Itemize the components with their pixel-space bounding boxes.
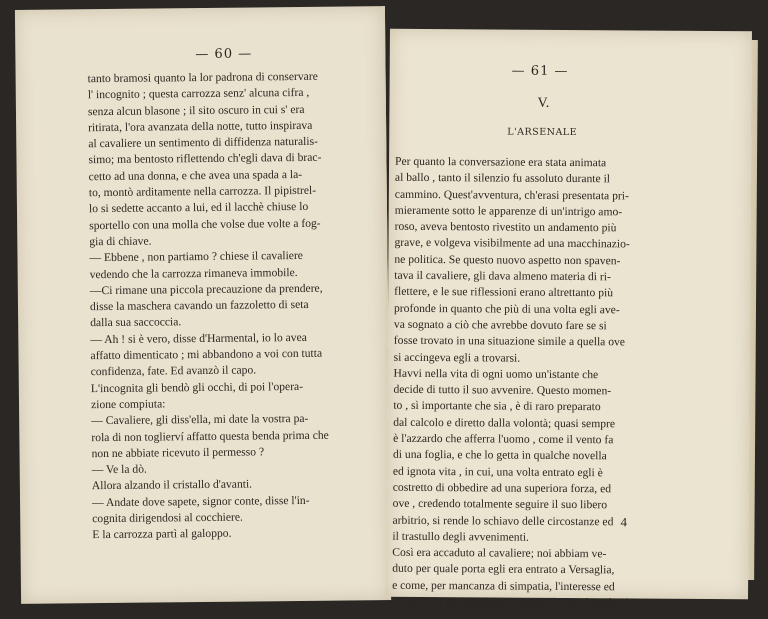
text-line: lo si sedette accanto a lui, ed il lacchè chiuse lo (88, 200, 309, 216)
left-page-text (88, 68, 383, 544)
text-line: — Ve la dò. (91, 462, 147, 477)
text-line: mieramente sotto le apparenze di un'intrigo amo- (394, 203, 623, 219)
text-line: flettere, e le sue riflessioni erano altrettanto più (394, 285, 614, 300)
text-line: è l'azzardo che afferra l'uomo , come il vento fa (393, 431, 614, 447)
text-line: — Andate dove sapete, signor conte, disse l'in- (91, 493, 310, 509)
text-line: vedendo che la carrozza rimaneva immobile. (89, 265, 298, 281)
text-line: — Ah ! si è vero, disse d'Harmental, io lo avea (90, 330, 307, 346)
text-line: tava il cavaliere, gli dava almeno materia di ri- (394, 268, 611, 284)
text-line: roso, aveva bentosto rivestito un andamento più (394, 219, 617, 235)
text-line: simo; ma bentosto riflettendo ch'egli dava di brac- (88, 151, 322, 167)
right-page (386, 29, 752, 610)
left-page (15, 6, 391, 604)
text-line: duto per quale porta egli era entrato a Versaglia, (392, 562, 615, 577)
text-line: Havvi nella vita di ogni uomo un'istante che (393, 366, 599, 382)
text-line: tanto bramosi quanto la lor padrona di conservare (87, 69, 318, 86)
text-line: cammino. Quest'avventura, ch'erasi presentata pri- (394, 187, 629, 203)
page-number: — 60 — (195, 46, 253, 63)
text-line: to , sì importante che sia , è di raro preparato (393, 399, 601, 414)
text-line: Così era accaduto al cavaliere; noi abbiam ve- (392, 545, 607, 561)
text-line: Per quanto la conversazione era stata animata (395, 154, 607, 170)
text-line: il trastullo degli avvenimenti. (392, 529, 530, 544)
text-line: e come, per mancanza di simpatia, l'interesse ed (392, 578, 615, 594)
text-line: zione compiuta: (90, 397, 166, 412)
text-line: si accingeva egli a trovarsi. (393, 350, 521, 365)
text-line: senza alcun blasone ; il sito oscuro in cui s' era (87, 102, 305, 118)
text-line: confidenza, fate. Ed avanzò il capo. (90, 363, 257, 379)
page-number: — 61 — (511, 63, 569, 79)
text-line: arbitrio, si rende lo schiavo delle circostanze ed (392, 513, 614, 528)
text-line: L'incognita gli bendò gli occhi, di poi l'opera- (90, 379, 304, 395)
right-page-text (392, 154, 747, 613)
text-line: ne politica. Se questo nuovo aspetto non spaven- (394, 252, 621, 268)
text-line: cetto ad una donna, e che avea una spada a la- (88, 167, 303, 183)
chapter-title: L'ARSENALE (507, 126, 578, 139)
text-line: non ne abbiate ricevuto il permesso ? (91, 445, 265, 461)
text-line: al cavaliere un sentimento di diffidenza naturalis- (88, 134, 319, 151)
text-line: —Ci rimane una piccola precauzione da prendere, (89, 281, 323, 298)
text-line: ove , credendo totalmente seguire il suo libero (392, 497, 608, 512)
text-line: eziandio la riconoscenza avevano dovuto legarlo al (391, 594, 629, 610)
text-line: — Cavaliere, gli diss'ella, mi date la vostra pa- (91, 412, 309, 428)
signature-mark: 4 (620, 514, 628, 530)
text-line: di una foglia, e che lo getta in qualche novella (392, 448, 607, 463)
text-line: dal calcolo e diretto dalla volontà; quasi sempre (393, 415, 616, 431)
text-line: disse la maschera cavando un fazzoletto di seta (89, 298, 309, 314)
text-line: — Ebbene , non partiamo ? chiese il cavaliere (89, 249, 303, 265)
text-line: ritirata, l'ora avanzata della notte, tutto inspirava (88, 118, 313, 135)
text-line: al ballo , tanto il silenzio fu assoluto durante il (394, 171, 611, 186)
text-line: dalla sua saccoccia. (90, 315, 182, 330)
text-line: to, montò arditamente nella carrozza. Il pipistrel- (88, 183, 317, 200)
text-line: ed ignota vita , in cui, una volta entrato egli è (392, 464, 603, 479)
text-line: affatto dimenticato ; mi abbandono a voi con tutta (90, 346, 323, 363)
text-line: va sognato a ciò che avrebbe dovuto fare se si (393, 317, 607, 333)
text-line: gia di chiave. (89, 234, 152, 249)
text-line: Allora alzando il cristallo d'avanti. (91, 477, 253, 493)
text-line: E la carrozza partì al galoppo. (92, 527, 232, 542)
text-line: l' incognito ; questa carrozza senz' alcuna cifra , (87, 86, 310, 102)
text-line: sportello con una molla che volse due volte a fog- (89, 216, 321, 232)
text-line: profonde in quanto che più di una volta egli ave- (393, 301, 620, 317)
text-line: grave, e volgeva visibilmente ad una macchinazio- (394, 236, 630, 251)
text-line: fosse trovato in una situazione simile a quella ove (393, 334, 626, 349)
text-line: decide di tutto il suo avvenire. Questo momen- (393, 382, 612, 398)
text-line: cognita dirigendosi al cocchiere. (92, 510, 243, 526)
text-line: rola di non toglierví affatto questa benda prima che (91, 428, 329, 444)
text-line: costretto di obbedire ad una superiora forza, ed (392, 480, 612, 496)
chapter-numeral: V. (537, 95, 550, 111)
